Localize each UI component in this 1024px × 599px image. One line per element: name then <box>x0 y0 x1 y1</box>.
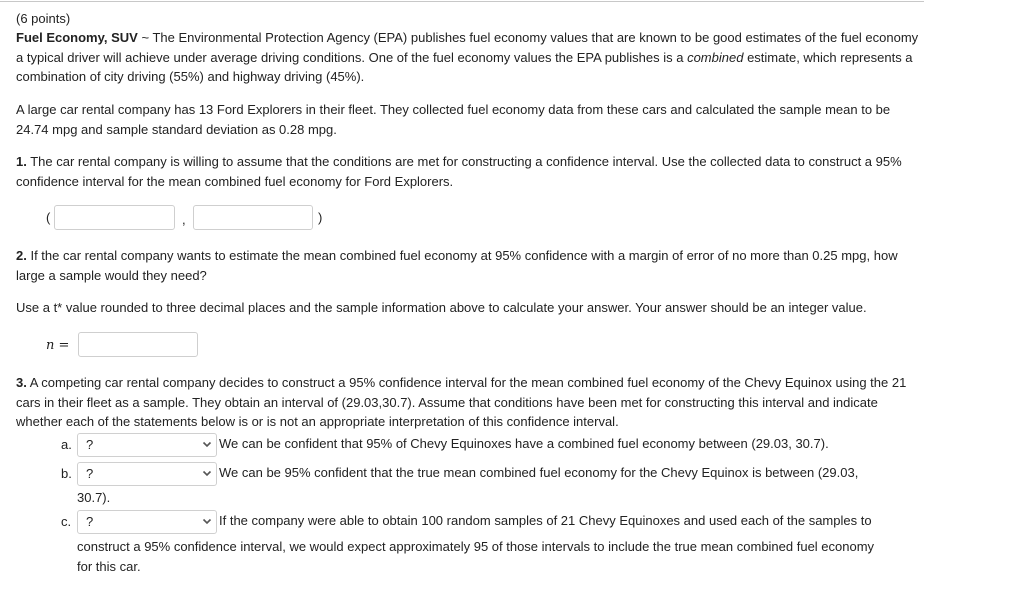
item-b-label: b. <box>61 466 72 481</box>
intro-paragraph <box>16 28 926 87</box>
intro-sep: ~ <box>137 30 153 45</box>
q2-instruction: Use a t* value rounded to three decimal places and the sample information above to calculate your answer. Your answer should be an integer value. <box>16 300 867 315</box>
top-divider <box>0 1 924 2</box>
item-c-label: c. <box>61 514 72 529</box>
intro-text-1: The Environmental Protection Agency (EPA) publishes fuel economy values that are known to be good estimates of the fuel economy a typical driver will achieve under average driving conditions. One of the fuel economy values the EPA publishes is a <box>16 30 919 65</box>
context-paragraph: A large car rental company has 13 Ford Explorers in their fleet. They collected fuel economy data from these cars and calculated the sample mean to be 24.74 mpg and sample standard deviation as 0.28 mpg. <box>16 102 891 137</box>
chevron-down-icon <box>202 516 212 526</box>
q1-comma: , <box>182 212 186 227</box>
ci-lower-input[interactable] <box>54 205 175 230</box>
intro-text-2: estimate, which represents a combination of city driving (55%) and highway driving (45%). <box>16 49 913 84</box>
intro-title: Fuel Economy, SUV <box>16 30 138 45</box>
q1-open-paren: ( <box>46 210 51 225</box>
intro-italic: combined <box>687 49 744 65</box>
item-a-label: a. <box>61 437 72 452</box>
item-b-selected: ? <box>86 466 94 481</box>
sample-size-input[interactable] <box>78 332 198 357</box>
item-b-select[interactable] <box>77 462 217 486</box>
item-c-statement-line2: construct a 95% confidence interval, we would expect approximately 95 of those intervals to include the true mean combined fuel economy for this car. <box>77 539 875 574</box>
item-c-statement-line1: If the company were able to obtain 100 random samples of 21 Chevy Equinoxes and used each of the samples to <box>219 513 872 528</box>
q1-text: The car rental company is willing to assume that the conditions are met for constructing a confidence interval. Use the collected data to construct a 95% confidence interval for the mean combined fuel economy for Ford Explorers. <box>16 154 902 189</box>
q3-number: 3. <box>16 375 27 390</box>
item-b-statement-line1: We can be 95% confident that the true mean combined fuel economy for the Chevy Equinox is between (29.03, <box>219 465 859 480</box>
item-b-statement-line2: 30.7). <box>77 490 111 505</box>
question-2 <box>16 246 926 285</box>
question-3 <box>16 373 926 432</box>
q1-close-paren: ) <box>318 210 323 225</box>
chevron-down-icon <box>202 468 212 478</box>
item-a-select[interactable] <box>77 433 217 457</box>
q3-text: A competing car rental company decides to construct a 95% confidence interval for the mean combined fuel economy of the Chevy Equinox using the 21 cars in their fleet as a sample. They obtain an interval of (29.03,30.7). Assume that conditions have been met for constructing this interval and indicate whether each of the statements below is or is not an appropriate interpretation of this confidence interval. <box>16 375 907 429</box>
question-1 <box>16 152 926 191</box>
item-a-statement: We can be confident that 95% of Chevy Equinoxes have a combined fuel economy between (29.03, 30.7). <box>219 436 829 451</box>
item-a-selected: ? <box>86 437 94 452</box>
chevron-down-icon <box>202 439 212 449</box>
item-c-select[interactable] <box>77 510 217 534</box>
item-c-selected: ? <box>86 514 94 529</box>
q2-number: 2. <box>16 248 27 263</box>
ci-upper-input[interactable] <box>193 205 313 230</box>
q1-number: 1. <box>16 154 27 169</box>
q2-text: If the car rental company wants to estimate the mean combined fuel economy at 95% confidence with a margin of error of no more than 0.25 mpg, how large a sample would they need? <box>16 248 898 283</box>
n-label: n = <box>46 338 70 353</box>
points-label: (6 points) <box>16 11 71 26</box>
